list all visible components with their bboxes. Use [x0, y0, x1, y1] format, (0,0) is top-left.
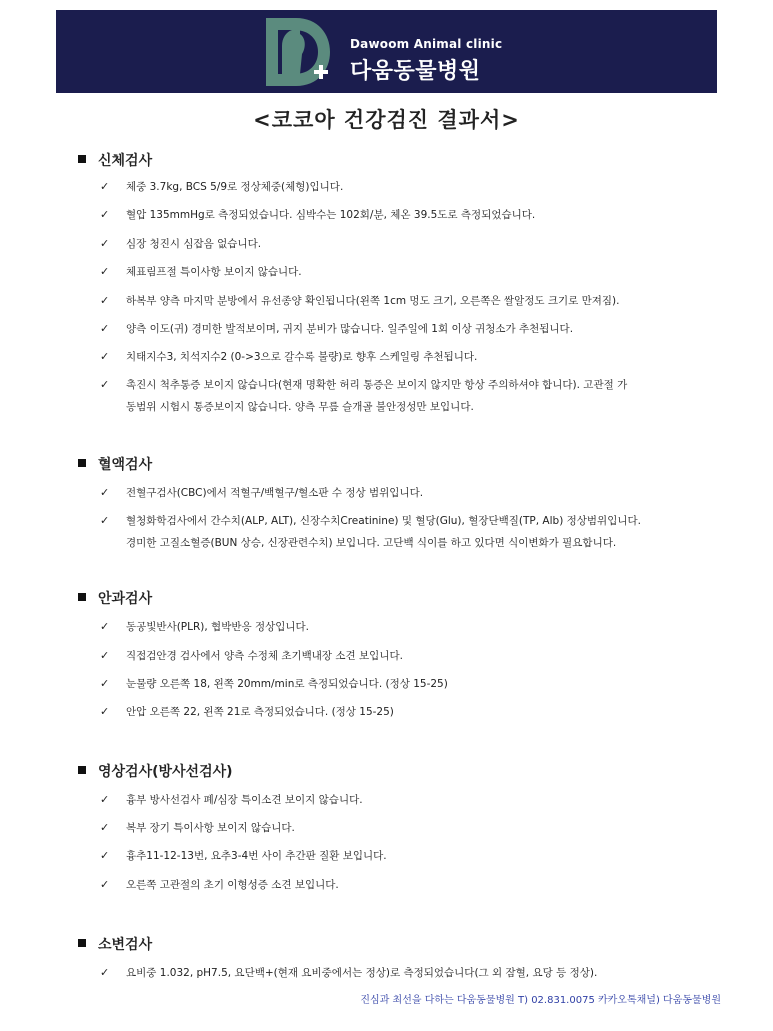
- list-item: [100, 962, 728, 984]
- list-item: [100, 817, 728, 839]
- checkmark-icon: ✓: [100, 322, 110, 335]
- list-item: [100, 510, 728, 554]
- list-item-text: 치태지수3, 치석지수2 (0->3으로 갈수록 불량)로 향후 스케일링 추천됩니다.: [126, 351, 478, 363]
- checkmark-icon: ✓: [100, 378, 110, 391]
- list-item: [100, 318, 728, 340]
- list-item: [100, 346, 728, 368]
- list-item-text: 촉진시 척추통증 보이지 않습니다(현재 명확한 허리 통증은 보이지 않지만 항상 주의하셔야 합니다). 고관절 가: [126, 379, 628, 391]
- list-item-text: 요비중 1.032, pH7.5, 요단백+(현재 요비중에서는 정상)로 측정되었습니다(그 외 잠혈, 요당 등 정상).: [126, 967, 598, 979]
- section-heading-text: 영상검사(방사선검사): [98, 764, 233, 780]
- checkmark-icon: ✓: [100, 878, 110, 891]
- checkmark-icon: ✓: [100, 793, 110, 806]
- list-item: [100, 233, 728, 255]
- list-item: [100, 789, 728, 811]
- list-item-text: 눈물량 오른쪽 18, 왼쪽 20mm/min로 측정되었습니다. (정상 15-25): [126, 678, 448, 690]
- checkmark-icon: ✓: [100, 486, 110, 499]
- list-item-text-continued: 동범위 시험시 통증보이지 않습니다. 양측 무릎 슬개골 불안정성만 보입니다.: [126, 401, 474, 413]
- checkmark-icon: ✓: [100, 350, 110, 363]
- square-bullet-icon: [78, 155, 86, 163]
- list-item: [100, 845, 728, 867]
- checkmark-icon: ✓: [100, 966, 110, 979]
- clinic-name-en: Dawoom Animal clinic: [350, 37, 503, 51]
- list-item-text: 직접검안경 검사에서 양측 수정체 초기백내장 소견 보입니다.: [126, 650, 403, 662]
- report-title: <코코아 건강검진 결과서>: [253, 108, 520, 132]
- list-item-text: 하복부 양측 마지막 분방에서 유선종양 확인됩니다(왼쪽 1cm 멍도 크기, 오른쪽은 쌀알정도 크기로 만져짐).: [126, 295, 620, 307]
- list-item: [100, 874, 728, 896]
- list-item-text: 양측 이도(귀) 경미한 발적보이며, 귀지 분비가 많습니다. 일주일에 1회 이상 귀청소가 추천됩니다.: [126, 323, 574, 335]
- list-item: [100, 673, 728, 695]
- list-item: [100, 482, 728, 504]
- list-item: [100, 261, 728, 283]
- square-bullet-icon: [78, 766, 86, 774]
- clinic-logo-icon: [262, 16, 334, 88]
- section-heading-physical: [78, 150, 152, 170]
- list-item-text: 흉추11-12-13번, 요추3-4번 사이 추간판 질환 보입니다.: [126, 850, 387, 862]
- list-item: [100, 701, 728, 723]
- section-heading-blood: [78, 454, 152, 474]
- list-item-text: 혈압 135mmHg로 측정되었습니다. 심박수는 102회/분, 체온 39.5도로 측정되었습니다.: [126, 209, 536, 221]
- section-heading-text: 소변검사: [98, 937, 153, 953]
- section-heading-eye: [78, 588, 152, 608]
- section-heading-text: 안과검사: [98, 591, 153, 607]
- clinic-name-ko: 다움동물병원: [350, 59, 481, 84]
- list-item-text: 동공빛반사(PLR), 협박반응 정상입니다.: [126, 621, 310, 633]
- list-item-text: 흉부 방사선검사 폐/심장 특이소견 보이지 않습니다.: [126, 794, 363, 806]
- list-item-text: 전혈구검사(CBC)에서 적혈구/백혈구/혈소판 수 정상 범위입니다.: [126, 487, 424, 499]
- checkmark-icon: ✓: [100, 514, 110, 527]
- checkmark-icon: ✓: [100, 705, 110, 718]
- checkmark-icon: ✓: [100, 294, 110, 307]
- section-heading-text: 혈액검사: [98, 457, 153, 473]
- list-item: [100, 374, 728, 418]
- list-item-text: 체표림프절 특이사항 보이지 않습니다.: [126, 266, 302, 278]
- list-item-text: 혈청화학검사에서 간수치(ALP, ALT), 신장수치Creatinine) 및 혈당(Glu), 혈장단백질(TP, Alb) 정상범위입니다.: [126, 515, 641, 527]
- section-heading-urine: [78, 934, 152, 954]
- square-bullet-icon: [78, 593, 86, 601]
- footer-contact: 진심과 최선을 다하는 다움동물병원 T) 02.831.0075 카카오톡채널) 다움동물병원: [360, 995, 721, 1006]
- checkmark-icon: ✓: [100, 649, 110, 662]
- checkmark-icon: ✓: [100, 237, 110, 250]
- list-item-text: 오른쪽 고관절의 초기 이형성증 소견 보입니다.: [126, 879, 339, 891]
- section-heading-text: 신체검사: [98, 153, 153, 169]
- checkmark-icon: ✓: [100, 180, 110, 193]
- list-item-text: 체중 3.7kg, BCS 5/9로 정상체중(체형)입니다.: [126, 181, 344, 193]
- list-item: [100, 290, 728, 312]
- section-heading-imaging: [78, 761, 233, 781]
- list-item-text: 안압 오른쪽 22, 왼쪽 21로 측정되었습니다. (정상 15-25): [126, 706, 394, 718]
- checkmark-icon: ✓: [100, 208, 110, 221]
- list-item-text: 복부 장기 특이사항 보이지 않습니다.: [126, 822, 295, 834]
- square-bullet-icon: [78, 939, 86, 947]
- list-item: [100, 616, 728, 638]
- list-item-text-continued: 경미한 고질소혈증(BUN 상승, 신장관련수치) 보입니다. 고단백 식이를 하고 있다면 식이변화가 필요합니다.: [126, 537, 617, 549]
- checkmark-icon: ✓: [100, 620, 110, 633]
- checkmark-icon: ✓: [100, 677, 110, 690]
- checkmark-icon: ✓: [100, 265, 110, 278]
- clinic-banner: [56, 10, 717, 93]
- list-item: [100, 176, 728, 198]
- square-bullet-icon: [78, 459, 86, 467]
- checkmark-icon: ✓: [100, 821, 110, 834]
- checkmark-icon: ✓: [100, 849, 110, 862]
- list-item: [100, 204, 728, 226]
- list-item-text: 심장 청진시 심잡음 없습니다.: [126, 238, 262, 250]
- list-item: [100, 645, 728, 667]
